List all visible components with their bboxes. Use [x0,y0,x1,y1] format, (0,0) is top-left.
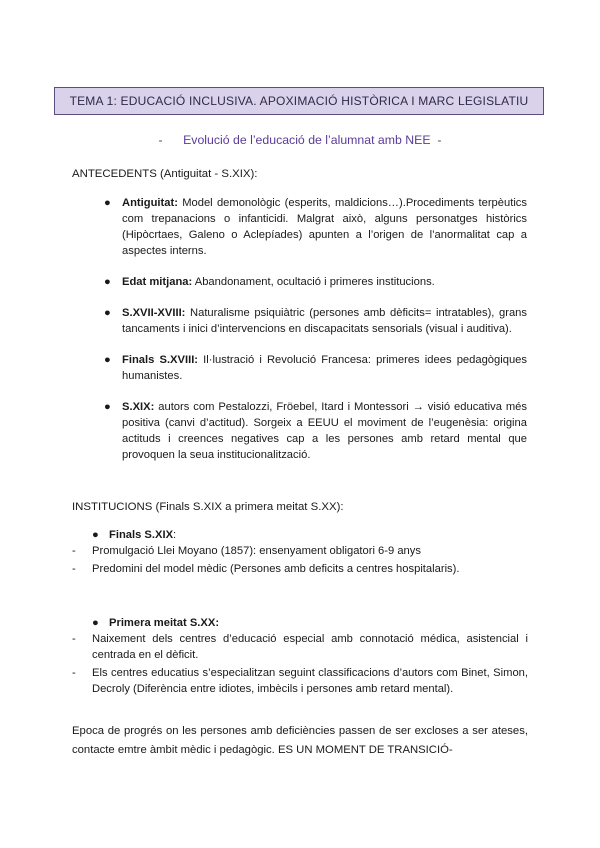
bullet-icon: ● [92,617,99,629]
item-text: Naturalisme psiquiàtric (persones amb dèficits= intratables), grans tancaments i inici d’intervencions en discapacitats sensorials (visual i auditiva). [122,307,527,335]
item-label: S.XVII-XVIII: [122,307,186,319]
antecedents-heading: ANTECEDENTS (Antiguitat - S.XIX): [72,168,258,180]
list-item [104,305,527,337]
group-label: Primera meitat S.XX: [109,617,220,629]
list-item [72,631,528,663]
document-title: TEMA 1: EDUCACIÓ INCLUSIVA. APOXIMACIÓ HISTÒRICA I MARC LEGISLATIU [69,94,529,108]
subtitle-text: Evolució de l’educació de l’alumnat amb NEE [183,133,431,147]
list-item [104,352,527,384]
subtitle-dash-right: - [437,133,442,147]
institucions-heading: INSTITUCIONS (Finals S.XIX a primera meitat S.XX): [72,501,344,513]
item-label: S.XIX: [122,401,155,413]
bullet-icon: ● [104,197,111,209]
item-text: Il·lustració i Revolució Francesa: primeres idees pedagògiques humanistes. [122,354,527,382]
item-text: Naixement dels centres d’educació especial amb connotació médica, asistencial i centrada en el dèficit. [92,633,528,661]
dash-marker: - [72,633,76,645]
subtitle-dash-left: - [158,133,163,147]
item-text: Predomini del model mèdic (Persones amb deficits a centres hospitalaris). [92,563,460,575]
list-item [104,399,527,463]
list-item [104,274,527,290]
item-text: Abandonament, ocultació i primeres institucions. [192,276,435,288]
item-text: Promulgació Llei Moyano (1857): ensenyament obligatori 6-9 anys [92,545,421,557]
list-item [72,561,528,577]
dash-marker: - [72,667,76,679]
dash-marker: - [72,563,76,575]
group-label: Finals S.XIX [109,529,174,541]
group-heading-finals-sxix [92,527,177,543]
group-colon: : [173,529,177,541]
primera-meitat-list [72,631,528,699]
title-banner [54,87,544,115]
item-label: Edat mitjana: [122,276,193,288]
antecedents-list [104,195,527,478]
list-item [72,665,528,697]
finals-sxix-list [72,543,528,579]
item-text: autors com Pestalozzi, Fröebel, Itard i Montessori → visió educativa més positiva (canvi d’actitud). Sorgeix a EEUU el moviment de l’eugenèsia: origina actituds i creences negatives cap a les persones amb retard mental que provoquen la seua institucionalització. [122,401,527,461]
bullet-icon: ● [104,276,111,288]
item-text: Model demonològic (esperits, maldicions…).Procediments terpèutics com trepanacions o infanticidi. Malgrat això, alguns personatges històrics (Hipòcrtaes, Galeno o Aclepíades) apunten a l’origen de l’anormalitat cap a aspectes interns. [122,197,527,257]
list-item [104,195,527,259]
closing-paragraph: Epoca de progrés on les persones amb deficiències passen de ser excloses a ser ateses, contacte emtre àmbit mèdic i pedagògic. ES UN MOMENT DE TRANSICIÓ- [72,725,528,756]
item-label: Finals S.XVIII: [122,354,199,366]
bullet-icon: ● [104,354,111,366]
bullet-icon: ● [104,401,111,413]
list-item [72,543,528,559]
section-subtitle [0,132,600,148]
item-text: Els centres educatius s’especialitzan seguint classificacions d’autors com Binet, Simon, Decroly (Diferència entre idiotes, imbècils i persones amb retard mental). [92,667,528,695]
group-heading-primera-meitat [92,615,220,631]
bullet-icon: ● [92,529,99,541]
item-label: Antiguitat: [122,197,178,209]
dash-marker: - [72,545,76,557]
bullet-icon: ● [104,307,111,319]
